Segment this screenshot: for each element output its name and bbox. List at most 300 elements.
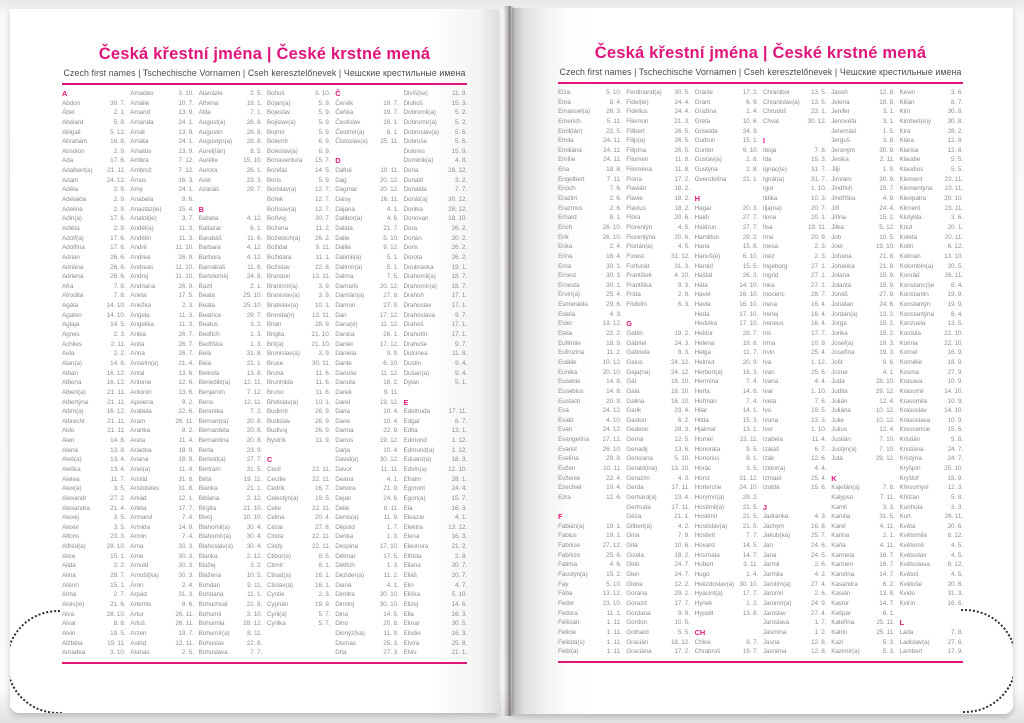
date-cell: 5. 1. [455, 379, 467, 387]
name-day-row [626, 271, 690, 281]
name-cell: Gustýna [694, 166, 718, 174]
name-day-row [267, 504, 331, 514]
name-day-row [831, 127, 895, 137]
name-cell: Krasomila [899, 397, 927, 405]
name-cell: Jiřina [831, 214, 846, 222]
date-cell: 9. 2. [181, 398, 194, 406]
name-day-row [130, 253, 194, 263]
name-day-row [130, 291, 194, 301]
name-cell: Enoch [558, 185, 576, 193]
name-day-row [899, 647, 963, 657]
name-cell: Gaston [626, 416, 647, 424]
name-day-row [899, 310, 963, 320]
name-day-row [130, 176, 194, 186]
name-day-row [626, 194, 690, 204]
date-cell: 31. 8. [178, 485, 194, 493]
name-day-row [899, 445, 963, 455]
name-cell: Evarist [558, 445, 577, 453]
name-day-row [695, 638, 759, 648]
name-day-row [558, 88, 622, 98]
name-day-row [199, 330, 263, 340]
name-cell: Květoslav [899, 551, 927, 559]
name-day-row [335, 330, 399, 340]
name-day-row [335, 532, 399, 542]
date-cell: 30. 1. [606, 281, 622, 289]
date-cell: 16. 11. [380, 196, 399, 204]
date-cell: 7. 8. [113, 282, 126, 290]
date-cell: 19. 9. [315, 600, 331, 608]
name-day-row [130, 243, 194, 253]
name-day-row [558, 435, 622, 445]
name-day-row [626, 358, 690, 368]
name-cell: Emerich [558, 117, 581, 125]
name-cell: Ignát(a) [762, 175, 785, 183]
date-cell: 18. 2. [674, 195, 690, 203]
name-cell: Chval [762, 117, 779, 125]
name-cell: Bruno [266, 388, 284, 396]
name-day-row [62, 600, 126, 610]
date-cell: 22. 8. [246, 639, 263, 647]
date-cell: 24. 7. [674, 571, 690, 579]
date-cell: 26. 9. [178, 282, 194, 290]
name-cell: Kristýna [899, 455, 922, 463]
name-day-row [62, 417, 126, 427]
name-cell: Alva [62, 610, 75, 618]
date-cell: 24. 6. [383, 494, 399, 502]
name-cell: Afrodita [62, 292, 84, 300]
name-cell: Božislav [266, 263, 290, 271]
date-cell: 17. 9. [947, 648, 963, 656]
name-day-row [335, 272, 399, 282]
name-day-row [763, 368, 827, 378]
date-cell: 15. 3. [811, 156, 827, 164]
name-day-row [335, 629, 399, 639]
date-cell: 20. 12. [379, 176, 399, 184]
name-cell: Egmont [403, 485, 425, 493]
name-day-row [403, 185, 467, 195]
name-cell: Donalda [403, 186, 427, 194]
name-day-row [335, 99, 399, 109]
name-day-row [199, 619, 263, 629]
name-cell: Ilja(na) [762, 204, 782, 212]
name-day-row [558, 551, 622, 561]
name-cell: Felicita(s) [558, 638, 585, 646]
name-day-row [335, 301, 399, 311]
name-cell: Hilar [694, 407, 708, 415]
name-day-row [199, 504, 263, 514]
date-cell: 28. 8. [246, 138, 263, 146]
date-cell: 25. 11. [876, 619, 895, 627]
name-cell: Griselda [694, 127, 718, 135]
date-cell: 10. 9. [947, 416, 963, 424]
name-cell: Arnold [130, 562, 149, 570]
name-day-row [763, 474, 827, 484]
date-cell: 21. 8. [879, 252, 895, 260]
name-day-row [267, 195, 331, 205]
name-day-row [335, 484, 399, 494]
name-cell: Bela [198, 350, 211, 358]
name-day-row [626, 599, 690, 609]
name-day-row [267, 359, 331, 369]
name-cell: Božena [266, 224, 288, 232]
name-cell: Eunika [558, 368, 577, 376]
date-cell: 13. 12. [448, 523, 467, 531]
date-cell: 30. 11. [312, 359, 331, 367]
name-day-row [763, 165, 827, 175]
name-day-row [267, 494, 331, 504]
date-cell: 15. 7. [451, 494, 467, 502]
name-day-row [130, 108, 194, 118]
name-cell: Haidi [694, 214, 709, 222]
name-cell: Bojan(a) [266, 99, 291, 107]
section-letter [267, 455, 331, 465]
name-day-row [558, 155, 622, 165]
name-day-row [335, 176, 399, 186]
date-cell: 13. 8. [246, 369, 263, 377]
name-cell: Dalimír(a) [335, 263, 363, 271]
name-cell: Emila [558, 137, 574, 145]
date-cell: 12. 6. [811, 455, 827, 463]
date-cell: 21. 1. [674, 513, 690, 521]
name-day-row [199, 417, 263, 427]
date-cell: 1. 4. [746, 108, 759, 116]
name-day-row [831, 281, 895, 291]
name-day-row [763, 512, 827, 522]
date-cell: 30. 7. [315, 215, 331, 223]
date-cell: 5. 12. [110, 128, 126, 136]
name-cell: Gema [626, 436, 644, 444]
date-cell: 15. 5. [742, 262, 759, 270]
name-day-row [558, 213, 622, 223]
date-cell: 10. 1. [315, 398, 331, 406]
name-cell: Adelaida [62, 196, 87, 204]
name-cell: Hyacint(a) [694, 590, 723, 598]
date-cell: 25. 8. [451, 639, 467, 647]
name-day-row [763, 638, 827, 648]
date-cell: 16. 10. [739, 291, 759, 299]
name-day-row [199, 494, 263, 504]
name-day-row [130, 629, 194, 639]
date-cell: 15. 10. [243, 157, 263, 165]
name-day-row [695, 464, 759, 474]
name-day-row [403, 484, 467, 494]
name-day-row [626, 117, 690, 127]
name-day-row [831, 368, 895, 378]
name-day-row [267, 475, 331, 485]
date-cell: 12. 8. [811, 648, 827, 656]
date-cell: 2. 6. [814, 590, 827, 598]
name-day-row [899, 512, 963, 522]
date-cell: 13. 5. [811, 98, 827, 106]
name-day-row [899, 165, 963, 175]
date-cell: 11. 9. [452, 90, 467, 97]
name-cell: Kurt [899, 513, 911, 521]
date-cell: 13. 12. [602, 590, 622, 598]
date-cell: 12. 11. [243, 398, 263, 406]
date-cell: 27. 2. [110, 494, 126, 502]
name-cell: Brigita [266, 331, 285, 339]
name-cell: Gustav(a) [694, 156, 722, 164]
date-cell: 12. 8. [811, 638, 827, 646]
name-day-row [62, 253, 126, 263]
name-cell: Igor [762, 185, 774, 193]
date-cell: 19. 1. [451, 263, 467, 271]
name-cell: Job [831, 233, 842, 241]
date-cell: 16. 9. [947, 358, 963, 366]
date-cell: 6. 7. [814, 445, 827, 453]
name-day-row [831, 531, 895, 541]
name-day-row [899, 638, 963, 648]
date-cell: 7. 2. [250, 408, 263, 416]
name-cell: Emil(ián) [558, 127, 583, 135]
name-cell: Dulcinea [403, 350, 428, 358]
name-cell: Berenika [198, 408, 224, 416]
date-cell: 24. 1. [178, 118, 194, 126]
date-cell: 11. 12. [380, 321, 399, 329]
name-day-row [558, 464, 622, 474]
name-cell: Eduard(a) [403, 456, 432, 464]
date-cell: 16. 4. [811, 301, 827, 309]
name-cell: Jimram [831, 175, 852, 183]
name-day-row [62, 552, 126, 562]
name-day-row [403, 465, 467, 475]
name-cell: Florentýna [626, 233, 656, 241]
name-cell: Emílie [558, 156, 576, 164]
name-cell: André [130, 244, 147, 252]
date-cell: 2. 8. [746, 166, 759, 174]
date-cell: 20. 1. [811, 214, 827, 222]
name-day-row [267, 156, 331, 166]
date-cell: 13. 1. [451, 427, 467, 435]
date-cell: 3. 1. [882, 117, 895, 125]
name-cell: Egon(a) [403, 494, 426, 502]
date-cell: 14. 7. [879, 571, 895, 579]
name-day-row [899, 425, 963, 435]
name-day-row [130, 610, 194, 620]
date-cell: 13. 6. [178, 369, 194, 377]
name-cell: Cindy [266, 543, 283, 551]
date-cell: 4. 8. [455, 157, 467, 165]
name-cell: Kliment [899, 204, 921, 212]
name-cell: Edmund(a) [403, 446, 435, 454]
name-cell: Gréta [694, 117, 711, 125]
date-cell: 30. 8. [947, 108, 963, 116]
name-day-row [199, 388, 263, 398]
date-cell: 5. 5. [951, 166, 963, 174]
date-cell: 31. 7. [811, 166, 827, 174]
date-cell: 30. 12. [448, 196, 467, 204]
date-cell: 3. 10. [178, 90, 194, 97]
date-cell: 13. 8. [110, 446, 126, 454]
name-cell: Adelina [62, 205, 83, 213]
name-day-row [403, 224, 467, 234]
name-cell: Dag [335, 176, 347, 184]
date-cell: 15. 6. [811, 484, 827, 492]
date-cell: 5. 6. [455, 138, 467, 146]
name-cell: Kolin [899, 243, 914, 251]
date-cell: 9. 5. [318, 552, 331, 560]
date-cell: 14. 8. [606, 387, 622, 395]
name-cell: Abdon [62, 99, 80, 107]
date-cell: 14. 10. [106, 311, 126, 319]
name-cell: Daniel [335, 340, 353, 348]
name-cell: Evan [558, 426, 573, 434]
date-cell: 14. 5. [110, 321, 126, 329]
name-cell: Blažena [198, 572, 221, 580]
name-day-row [199, 176, 263, 186]
name-day-row [695, 136, 759, 146]
name-day-row [62, 629, 126, 639]
name-day-row [899, 348, 963, 358]
name-cell: Bianka [198, 485, 218, 493]
date-cell: 4. 5. [951, 542, 963, 550]
name-cell: Gudrun [694, 137, 716, 145]
name-cell: Andrea [130, 253, 151, 261]
name-day-row [62, 504, 126, 514]
date-cell: 13. 5. [811, 89, 827, 96]
name-cell: Hamilton [694, 233, 720, 241]
name-cell: Celina [266, 514, 285, 522]
date-cell: 20. 11. [944, 233, 963, 241]
date-cell: 14. 10. [739, 281, 759, 289]
name-day-row [62, 205, 126, 215]
blank-row [335, 147, 399, 157]
name-cell: Ctimír [266, 562, 284, 570]
name-cell: Apolena [130, 398, 154, 406]
name-cell: Jiljí [831, 166, 840, 174]
name-cell: David(a) [335, 456, 359, 464]
name-cell: Barbara [198, 244, 221, 252]
name-cell: Gordana [626, 609, 651, 617]
name-cell: Adin(a) [62, 215, 82, 223]
date-cell: 4. 3. [609, 310, 622, 318]
date-cell: 15. 2. [879, 214, 895, 222]
name-cell: Jan [762, 542, 773, 550]
date-cell: 31. 3. [947, 590, 963, 598]
name-day-row [695, 117, 759, 127]
date-cell: 23. 9. [246, 446, 263, 454]
name-cell: Graciána [626, 648, 652, 656]
name-day-row [267, 224, 331, 234]
blank-row [199, 195, 263, 205]
name-day-row [267, 349, 331, 359]
name-cell: Adolf(a) [62, 234, 84, 242]
name-day-row [130, 590, 194, 600]
date-cell: 20. 8. [246, 437, 263, 445]
name-day-row [403, 272, 467, 282]
name-cell: Elza [558, 89, 571, 96]
name-cell: Ima [762, 233, 774, 241]
name-day-row [899, 194, 963, 204]
date-cell: 8. 12. [947, 561, 963, 569]
name-day-row [403, 648, 467, 658]
name-cell: Ariel(a) [130, 465, 151, 473]
name-day-row [267, 185, 331, 195]
name-cell: Daria [335, 408, 350, 416]
date-cell: 7. 8. [814, 146, 827, 154]
name-day-row [558, 165, 622, 175]
name-cell: Anastáz(ie) [130, 205, 162, 213]
date-cell: 31. 3. [178, 591, 194, 599]
date-cell: 13. 6. [178, 388, 194, 396]
name-day-row [403, 243, 467, 253]
name-cell: Klaudie [899, 156, 921, 164]
name-day-row [130, 378, 194, 388]
date-cell: 12. 11. [175, 639, 194, 647]
date-cell: 15. 7. [879, 185, 895, 193]
name-day-row [558, 368, 622, 378]
name-cell: Helga [694, 349, 711, 357]
name-cell: Filibert [626, 127, 645, 135]
name-cell: Elfrída [403, 552, 422, 560]
date-cell: 3. 5. [113, 523, 126, 531]
date-cell: 22. 11. [739, 436, 759, 444]
name-cell: Aglaja [62, 321, 80, 329]
name-day-row [626, 445, 690, 455]
name-day-row [199, 513, 263, 523]
date-cell: 11. 1. [606, 609, 622, 617]
date-cell: 17. 1. [451, 331, 467, 339]
name-day-row [403, 234, 467, 244]
name-day-row [558, 348, 622, 358]
name-cell: Květomila [899, 532, 927, 540]
name-day-row [199, 137, 263, 147]
name-day-row [267, 571, 331, 581]
name-cell: Bratislav(a) [266, 302, 299, 310]
name-cell: Emanuel(a) [558, 108, 591, 116]
name-day-row [695, 339, 759, 349]
date-cell: 3. 9. [318, 282, 331, 290]
date-cell: 4. 12. [246, 244, 263, 252]
date-cell: 12. 7. [315, 196, 331, 204]
name-day-row [626, 368, 690, 378]
date-cell: 27. 4. [811, 580, 827, 588]
name-cell: Brandon [266, 273, 291, 281]
date-cell: 2. 7. [113, 591, 126, 599]
name-day-row [831, 609, 895, 619]
name-day-row [130, 185, 194, 195]
date-cell: 5. 9. [318, 118, 331, 126]
name-day-row [403, 504, 467, 514]
name-cell: Erika [558, 243, 573, 251]
name-cell: Inéz [762, 252, 775, 260]
date-cell: 11. 10. [175, 273, 194, 281]
date-cell: 11. 2. [315, 224, 331, 232]
name-cell: Anna [130, 350, 145, 358]
date-cell: 8. 4. [609, 98, 622, 106]
name-day-row [403, 571, 467, 581]
name-day-row [899, 88, 963, 98]
date-cell: 17. 7. [178, 504, 194, 512]
name-cell: Jenifer [831, 108, 850, 116]
name-day-row [267, 272, 331, 282]
name-day-row [763, 88, 827, 98]
date-cell: 1. 11. [606, 619, 622, 627]
name-day-row [267, 253, 331, 263]
name-cell: Benjamín [198, 388, 225, 396]
name-day-row [199, 301, 263, 311]
name-day-row [763, 589, 827, 599]
name-day-row [626, 560, 690, 570]
name-day-row [626, 406, 690, 416]
name-cell: Ámos [130, 176, 147, 184]
date-cell: 14. 5. [742, 542, 759, 550]
name-cell: Alois(ie) [62, 600, 85, 608]
name-day-row [403, 600, 467, 610]
name-cell: Kalypso [831, 493, 854, 501]
date-cell: 24. 8. [246, 273, 263, 281]
name-day-row [899, 223, 963, 233]
